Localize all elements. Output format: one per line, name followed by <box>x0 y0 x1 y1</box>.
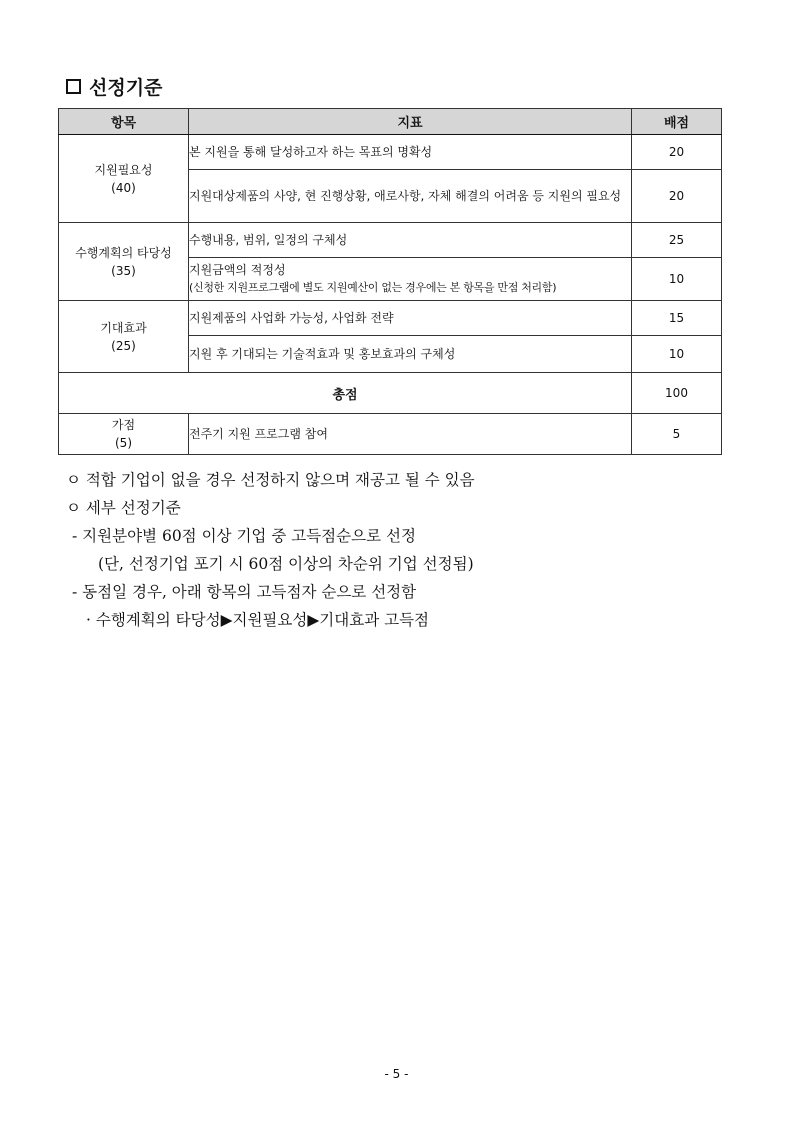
item-name: 기대효과 <box>100 320 147 335</box>
selection-criteria-table <box>58 108 722 455</box>
page-number: - 5 - <box>384 1067 409 1081</box>
note-line: - 지원분야별 60점 이상 기업 중 고득점순으로 선정 <box>72 527 416 545</box>
item-points: (25) <box>111 338 136 353</box>
score-cell: 10 <box>632 336 722 373</box>
indicator-cell <box>189 258 632 301</box>
indicator-note: (신청한 지원프로그램에 별도 지원예산이 없는 경우에는 본 항목을 만점 처리함) <box>189 281 557 294</box>
checkbox-square-icon <box>66 79 81 94</box>
item-name: 지원필요성 <box>94 162 153 177</box>
note-line: ㅇ 세부 선정기준 <box>66 499 181 517</box>
bonus-name: 가점 <box>111 418 136 432</box>
bonus-score: 5 <box>632 414 722 455</box>
section-heading <box>66 72 162 100</box>
total-label: 총점 <box>59 373 632 414</box>
section-title: 선정기준 <box>89 76 163 99</box>
item-name: 수행계획의 타당성 <box>75 245 172 260</box>
bonus-indicator: 전주기 지원 프로그램 참여 <box>189 414 632 455</box>
score-cell: 25 <box>632 223 722 258</box>
indicator-cell: 지원 후 기대되는 기술적효과 및 홍보효과의 구체성 <box>189 336 632 373</box>
indicator-cell: 지원대상제품의 사양, 현 진행상황, 애로사항, 자체 해결의 어려움 등 지원의 필요성 <box>189 170 632 223</box>
item-cell <box>59 223 189 301</box>
total-score: 100 <box>632 373 722 414</box>
note-line: · 수행계획의 타당성▶지원필요성▶기대효과 고득점 <box>86 611 430 629</box>
score-cell: 15 <box>632 301 722 336</box>
bonus-points: (5) <box>115 436 132 450</box>
indicator-cell: 지원제품의 사업화 가능성, 사업화 전략 <box>189 301 632 336</box>
item-cell <box>59 135 189 223</box>
header-score: 배점 <box>632 109 722 135</box>
notes-section <box>66 466 475 634</box>
table-row <box>59 135 722 170</box>
indicator-cell: 수행내용, 범위, 일정의 구체성 <box>189 223 632 258</box>
item-points: (40) <box>111 180 136 195</box>
table-row <box>59 223 722 258</box>
item-points: (35) <box>111 263 136 278</box>
score-cell: 20 <box>632 170 722 223</box>
score-cell: 20 <box>632 135 722 170</box>
note-line: (단, 선정기업 포기 시 60점 이상의 차순위 기업 선정됨) <box>98 555 474 573</box>
note-line: - 동점일 경우, 아래 항목의 고득점자 순으로 선정함 <box>72 583 417 601</box>
table-header-row <box>59 109 722 135</box>
header-item: 항목 <box>59 109 189 135</box>
table-row <box>59 301 722 336</box>
indicator-text: 지원금액의 적정성 <box>189 263 286 277</box>
note-line: ㅇ 적합 기업이 없을 경우 선정하지 않으며 재공고 될 수 있음 <box>66 471 475 489</box>
indicator-cell: 본 지원을 통해 달성하고자 하는 목표의 명확성 <box>189 135 632 170</box>
total-row <box>59 373 722 414</box>
item-cell <box>59 301 189 373</box>
score-cell: 10 <box>632 258 722 301</box>
header-indicator: 지표 <box>189 109 632 135</box>
bonus-item-cell <box>59 414 189 455</box>
bonus-row <box>59 414 722 455</box>
